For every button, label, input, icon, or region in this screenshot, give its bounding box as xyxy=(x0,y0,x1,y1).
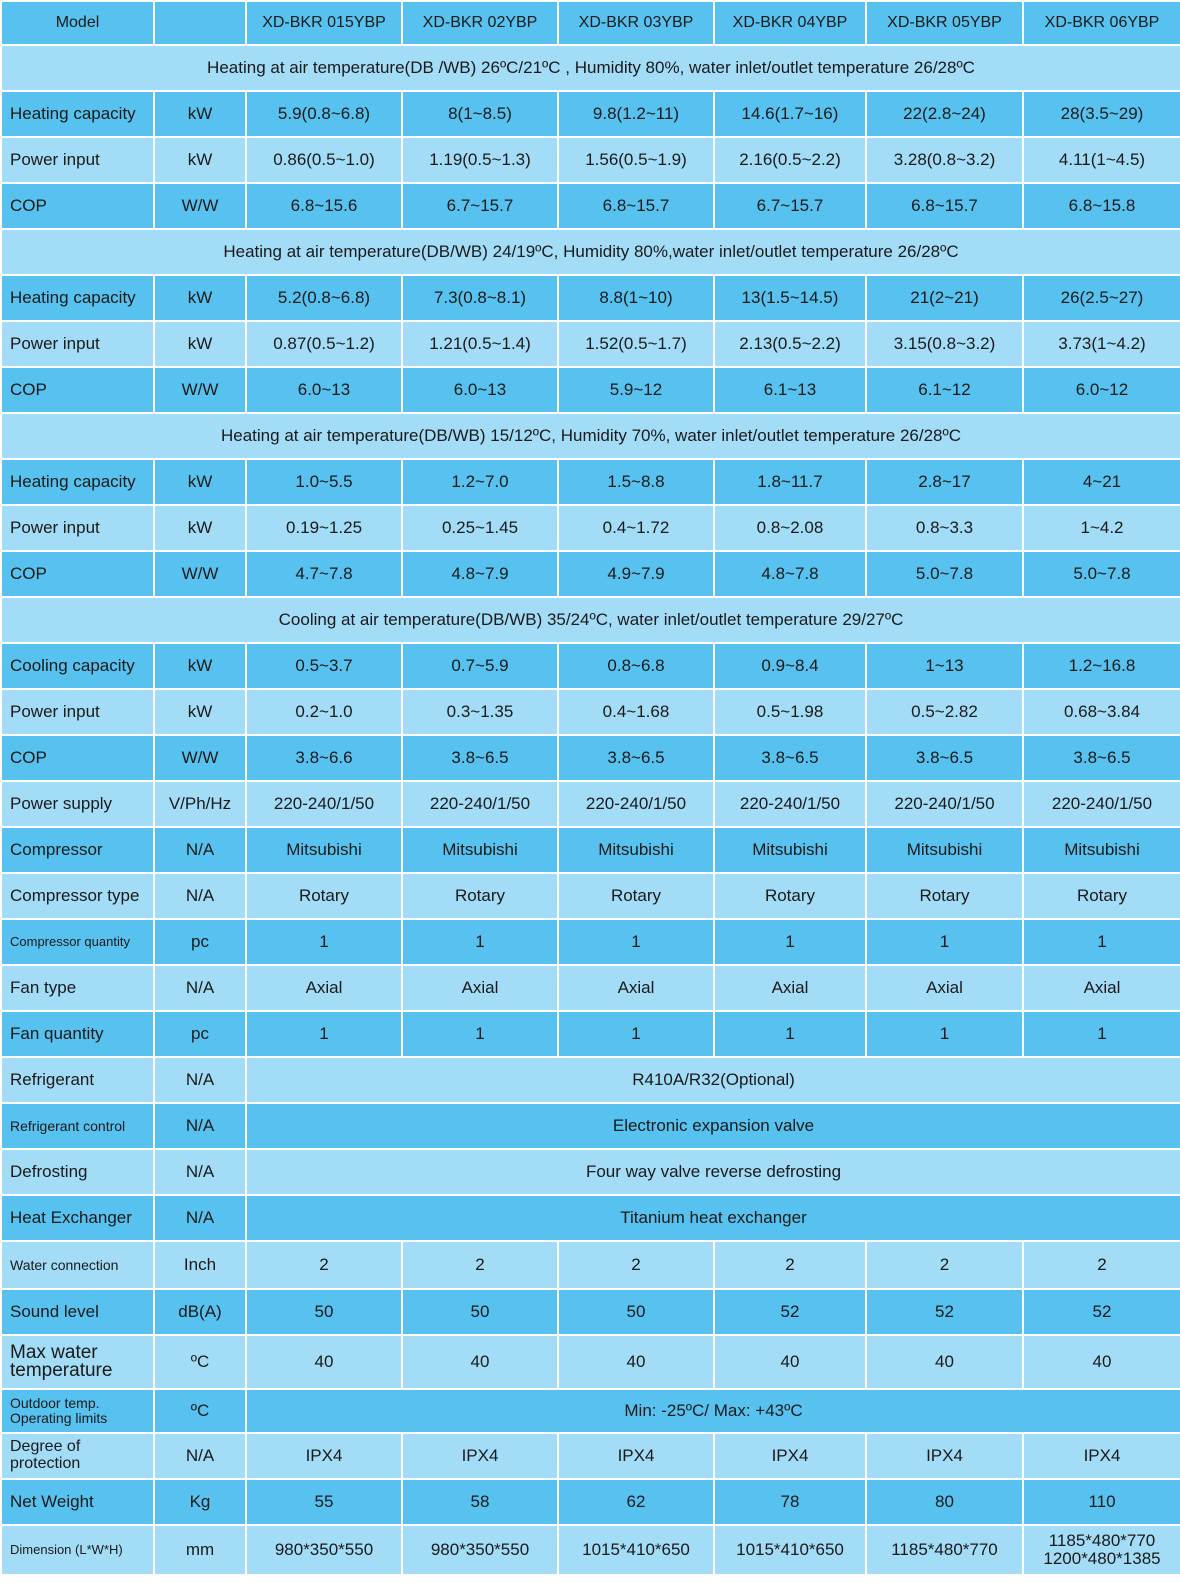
cell-value: 0.3~1.35 xyxy=(402,689,558,735)
row-unit: kW xyxy=(154,275,246,321)
row-label: Compressor type xyxy=(1,873,154,919)
row-unit: W/W xyxy=(154,551,246,597)
cell-value: 0.5~2.82 xyxy=(866,689,1023,735)
cell-value: 2 xyxy=(558,1241,714,1289)
cell-value: 6.1~12 xyxy=(866,367,1023,413)
row-unit: ºC xyxy=(154,1335,246,1389)
row-unit: N/A xyxy=(154,1103,246,1149)
row-unit: kW xyxy=(154,505,246,551)
section-title: Heating at air temperature(DB /WB) 26ºC/21ºC , Humidity 80%, water inlet/outlet temperature 26/28ºC xyxy=(1,45,1180,91)
cell-value: 220-240/1/50 xyxy=(558,781,714,827)
cell-value: 1 xyxy=(714,1011,866,1057)
cell-value: 0.4~1.72 xyxy=(558,505,714,551)
cell-value: 1.2~16.8 xyxy=(1023,643,1180,689)
label-line: Operating limits xyxy=(10,1410,108,1426)
cell-value: 26(2.5~27) xyxy=(1023,275,1180,321)
cell-value: 6.7~15.7 xyxy=(402,183,558,229)
row-unit: N/A xyxy=(154,873,246,919)
table-row xyxy=(1,367,1180,413)
cell-value: IPX4 xyxy=(1023,1433,1180,1479)
cell-value: 0.87(0.5~1.2) xyxy=(246,321,402,367)
cell-value: 220-240/1/50 xyxy=(1023,781,1180,827)
section-title: Heating at air temperature(DB/WB) 15/12ºC, Humidity 70%, water inlet/outlet temperature 26/28ºC xyxy=(1,413,1180,459)
cell-value: 3.8~6.5 xyxy=(714,735,866,781)
cell-value: Rotary xyxy=(558,873,714,919)
cell-value: 220-240/1/50 xyxy=(402,781,558,827)
cell-value: 4~21 xyxy=(1023,459,1180,505)
row-label: Heating capacity xyxy=(1,275,154,321)
label-line: Degree of xyxy=(10,1438,81,1456)
row-unit: kW xyxy=(154,689,246,735)
cell-value: 3.15(0.8~3.2) xyxy=(866,321,1023,367)
row-label: Power input xyxy=(1,505,154,551)
cell-value: 58 xyxy=(402,1479,558,1525)
row-unit: kW xyxy=(154,91,246,137)
merged-value: Four way valve reverse defrosting xyxy=(246,1149,1180,1195)
cell-value: 40 xyxy=(246,1335,402,1389)
row-unit: N/A xyxy=(154,1195,246,1241)
cell-value: 3.73(1~4.2) xyxy=(1023,321,1180,367)
row-label: Compressor quantity xyxy=(1,919,154,965)
cell-value: 22(2.8~24) xyxy=(866,91,1023,137)
row-unit: mm xyxy=(154,1525,246,1575)
table-row xyxy=(1,1195,1180,1241)
cell-value: 2 xyxy=(1023,1241,1180,1289)
cell-value: 0.2~1.0 xyxy=(246,689,402,735)
cell-value: 220-240/1/50 xyxy=(866,781,1023,827)
cell-value: IPX4 xyxy=(402,1433,558,1479)
row-label: Compressor xyxy=(1,827,154,873)
table-row xyxy=(1,1103,1180,1149)
cell-value: 5.9(0.8~6.8) xyxy=(246,91,402,137)
row-unit: V/Ph/Hz xyxy=(154,781,246,827)
model-name: XD-BKR 015YBP xyxy=(246,1,402,45)
cell-value: 1 xyxy=(714,919,866,965)
table-row xyxy=(1,735,1180,781)
cell-value: Mitsubishi xyxy=(246,827,402,873)
cell-value: 6.8~15.7 xyxy=(558,183,714,229)
cell-value: 1.5~8.8 xyxy=(558,459,714,505)
table-row xyxy=(1,1433,1180,1479)
cell-value: 80 xyxy=(866,1479,1023,1525)
cell-value: 5.2(0.8~6.8) xyxy=(246,275,402,321)
row-unit: kW xyxy=(154,137,246,183)
cell-value: Mitsubishi xyxy=(714,827,866,873)
cell-value: 78 xyxy=(714,1479,866,1525)
cell-value: Rotary xyxy=(1023,873,1180,919)
cell-value: 7.3(0.8~8.1) xyxy=(402,275,558,321)
table-row xyxy=(1,919,1180,965)
cell-value: 0.8~6.8 xyxy=(558,643,714,689)
cell-value: Axial xyxy=(714,965,866,1011)
row-label: COP xyxy=(1,183,154,229)
table-row xyxy=(1,321,1180,367)
cell-value: 1 xyxy=(558,1011,714,1057)
model-name: XD-BKR 05YBP xyxy=(866,1,1023,45)
cell-value: Axial xyxy=(558,965,714,1011)
table-row xyxy=(1,1335,1180,1389)
cell-value: 1185*480*770 xyxy=(866,1525,1023,1575)
cell-value: 8.8(1~10) xyxy=(558,275,714,321)
cell-value: 6.8~15.6 xyxy=(246,183,402,229)
cell-value: 40 xyxy=(402,1335,558,1389)
row-label: COP xyxy=(1,551,154,597)
row-unit: W/W xyxy=(154,367,246,413)
cell-value: 6.0~13 xyxy=(246,367,402,413)
merged-value: R410A/R32(Optional) xyxy=(246,1057,1180,1103)
row-label: Fan quantity xyxy=(1,1011,154,1057)
cell-value: 0.9~8.4 xyxy=(714,643,866,689)
cell-value: Mitsubishi xyxy=(866,827,1023,873)
cell-value: 0.5~1.98 xyxy=(714,689,866,735)
cell-value: IPX4 xyxy=(558,1433,714,1479)
cell-value: 6.0~13 xyxy=(402,367,558,413)
cell-value: 40 xyxy=(1023,1335,1180,1389)
dimension-line: 1185*480*770 xyxy=(1048,1531,1156,1551)
cell-value: 52 xyxy=(714,1289,866,1335)
table-row xyxy=(1,275,1180,321)
table-row xyxy=(1,1011,1180,1057)
cell-value: Rotary xyxy=(866,873,1023,919)
table-row xyxy=(1,1289,1180,1335)
cell-value: 5.0~7.8 xyxy=(866,551,1023,597)
cell-value: 40 xyxy=(866,1335,1023,1389)
table-row xyxy=(1,505,1180,551)
cell-value: Mitsubishi xyxy=(1023,827,1180,873)
cell-value: 0.25~1.45 xyxy=(402,505,558,551)
cell-value: 6.1~13 xyxy=(714,367,866,413)
cell-value: 1015*410*650 xyxy=(558,1525,714,1575)
cell-value: 1.8~11.7 xyxy=(714,459,866,505)
merged-value: Electronic expansion valve xyxy=(246,1103,1180,1149)
model-label: Model xyxy=(1,1,154,45)
section-header xyxy=(1,413,1180,459)
cell-value: 21(2~21) xyxy=(866,275,1023,321)
label-line: protection xyxy=(10,1455,81,1472)
row-label: Sound level xyxy=(1,1289,154,1335)
table-row xyxy=(1,459,1180,505)
cell-value: 2 xyxy=(402,1241,558,1289)
cell-value: 0.19~1.25 xyxy=(246,505,402,551)
table-row xyxy=(1,91,1180,137)
cell-value: 3.8~6.5 xyxy=(866,735,1023,781)
cell-value: 0.68~3.84 xyxy=(1023,689,1180,735)
unit-header xyxy=(154,1,246,45)
table-row xyxy=(1,1479,1180,1525)
cell-value: 1 xyxy=(1023,919,1180,965)
cell-value: 1.52(0.5~1.7) xyxy=(558,321,714,367)
row-label: Heat Exchanger xyxy=(1,1195,154,1241)
dimension-line: 1200*480*1385 xyxy=(1043,1549,1161,1568)
row-label: COP xyxy=(1,367,154,413)
row-unit: N/A xyxy=(154,965,246,1011)
cell-value: 1 xyxy=(402,1011,558,1057)
cell-value: 1 xyxy=(866,919,1023,965)
cell-value: Mitsubishi xyxy=(558,827,714,873)
cell-value: 1.21(0.5~1.4) xyxy=(402,321,558,367)
cell-value: 220-240/1/50 xyxy=(714,781,866,827)
cell-value: 50 xyxy=(558,1289,714,1335)
table-row xyxy=(1,1057,1180,1103)
cell-value: 6.8~15.7 xyxy=(866,183,1023,229)
cell-value: 50 xyxy=(246,1289,402,1335)
section-title: Heating at air temperature(DB/WB) 24/19ºC, Humidity 80%,water inlet/outlet temperature 26/28ºC xyxy=(1,229,1180,275)
cell-value: 1 xyxy=(246,919,402,965)
row-unit: Inch xyxy=(154,1241,246,1289)
row-unit: kW xyxy=(154,321,246,367)
section-title: Cooling at air temperature(DB/WB) 35/24ºC, water inlet/outlet temperature 29/27ºC xyxy=(1,597,1180,643)
cell-value: 8(1~8.5) xyxy=(402,91,558,137)
table-row xyxy=(1,781,1180,827)
cell-value: 5.0~7.8 xyxy=(1023,551,1180,597)
cell-value: 6.0~12 xyxy=(1023,367,1180,413)
row-label: Power input xyxy=(1,321,154,367)
cell-value: 3.8~6.5 xyxy=(1023,735,1180,781)
cell-value: 2.8~17 xyxy=(866,459,1023,505)
merged-value: Min: -25ºC/ Max: +43ºC xyxy=(246,1389,1180,1433)
row-label xyxy=(1,1389,154,1433)
row-unit: Kg xyxy=(154,1479,246,1525)
row-unit: N/A xyxy=(154,827,246,873)
table-row xyxy=(1,965,1180,1011)
cell-value: 1 xyxy=(866,1011,1023,1057)
row-label: Heating capacity xyxy=(1,459,154,505)
cell-value: 2.16(0.5~2.2) xyxy=(714,137,866,183)
cell-value: 52 xyxy=(866,1289,1023,1335)
label-line: Max water xyxy=(10,1341,98,1363)
row-unit: kW xyxy=(154,643,246,689)
cell-value: 0.7~5.9 xyxy=(402,643,558,689)
cell-value: 4.9~7.9 xyxy=(558,551,714,597)
label-line: Outdoor temp. xyxy=(10,1394,100,1411)
cell-value: 9.8(1.2~11) xyxy=(558,91,714,137)
row-unit: W/W xyxy=(154,183,246,229)
cell-value: 28(3.5~29) xyxy=(1023,91,1180,137)
cell-value: 40 xyxy=(714,1335,866,1389)
cell-value: Axial xyxy=(402,965,558,1011)
cell-value: 0.86(0.5~1.0) xyxy=(246,137,402,183)
cell-value: 1 xyxy=(1023,1011,1180,1057)
label-line: temperature xyxy=(10,1360,113,1381)
cell-value: 3.8~6.5 xyxy=(402,735,558,781)
cell-value: 0.8~3.3 xyxy=(866,505,1023,551)
cell-value: 1015*410*650 xyxy=(714,1525,866,1575)
cell-value: 6.7~15.7 xyxy=(714,183,866,229)
model-name: XD-BKR 03YBP xyxy=(558,1,714,45)
row-label: Refrigerant xyxy=(1,1057,154,1103)
row-label: Dimension (L*W*H) xyxy=(1,1525,154,1575)
table-row xyxy=(1,183,1180,229)
model-name: XD-BKR 04YBP xyxy=(714,1,866,45)
cell-value: IPX4 xyxy=(714,1433,866,1479)
cell-value: 1.19(0.5~1.3) xyxy=(402,137,558,183)
row-unit: pc xyxy=(154,919,246,965)
cell-value: 40 xyxy=(558,1335,714,1389)
row-unit: N/A xyxy=(154,1433,246,1479)
row-label xyxy=(1,1335,154,1389)
row-label: Cooling capacity xyxy=(1,643,154,689)
cell-value: 52 xyxy=(1023,1289,1180,1335)
cell-value: Mitsubishi xyxy=(402,827,558,873)
table-row xyxy=(1,1149,1180,1195)
cell-value: Axial xyxy=(866,965,1023,1011)
cell-value: 1.56(0.5~1.9) xyxy=(558,137,714,183)
table-row xyxy=(1,827,1180,873)
cell-value: 110 xyxy=(1023,1479,1180,1525)
table-row xyxy=(1,689,1180,735)
row-label: COP xyxy=(1,735,154,781)
cell-value: 3.8~6.6 xyxy=(246,735,402,781)
merged-value: Titanium heat exchanger xyxy=(246,1195,1180,1241)
cell-value: 1~4.2 xyxy=(1023,505,1180,551)
cell-value: 3.28(0.8~3.2) xyxy=(866,137,1023,183)
row-unit: dB(A) xyxy=(154,1289,246,1335)
section-header xyxy=(1,229,1180,275)
cell-value: 13(1.5~14.5) xyxy=(714,275,866,321)
cell-value: 1 xyxy=(402,919,558,965)
cell-value: 1 xyxy=(558,919,714,965)
row-label xyxy=(1,1433,154,1479)
cell-value: 2 xyxy=(714,1241,866,1289)
row-unit: kW xyxy=(154,459,246,505)
model-name: XD-BKR 02YBP xyxy=(402,1,558,45)
section-header xyxy=(1,45,1180,91)
cell-value: 0.4~1.68 xyxy=(558,689,714,735)
table-row xyxy=(1,1525,1180,1575)
table-row xyxy=(1,1241,1180,1289)
table-row xyxy=(1,137,1180,183)
cell-value: 2 xyxy=(246,1241,402,1289)
cell-value: 14.6(1.7~16) xyxy=(714,91,866,137)
row-label: Defrosting xyxy=(1,1149,154,1195)
row-unit: W/W xyxy=(154,735,246,781)
row-label: Refrigerant control xyxy=(1,1103,154,1149)
cell-value: 3.8~6.5 xyxy=(558,735,714,781)
model-name: XD-BKR 06YBP xyxy=(1023,1,1180,45)
row-label: Fan type xyxy=(1,965,154,1011)
row-label: Water connection xyxy=(1,1241,154,1289)
cell-value: 1~13 xyxy=(866,643,1023,689)
cell-value: 50 xyxy=(402,1289,558,1335)
cell-value: Rotary xyxy=(402,873,558,919)
cell-value: 0.5~3.7 xyxy=(246,643,402,689)
row-unit: ºC xyxy=(154,1389,246,1433)
cell-value: 4.11(1~4.5) xyxy=(1023,137,1180,183)
cell-value: 1.0~5.5 xyxy=(246,459,402,505)
cell-value: Rotary xyxy=(714,873,866,919)
row-unit: N/A xyxy=(154,1149,246,1195)
cell-value: 0.8~2.08 xyxy=(714,505,866,551)
row-label: Power input xyxy=(1,137,154,183)
cell-value: Axial xyxy=(246,965,402,1011)
table-row xyxy=(1,1389,1180,1433)
cell-value: 4.8~7.8 xyxy=(714,551,866,597)
cell-value: 980*350*550 xyxy=(246,1525,402,1575)
cell-value: 220-240/1/50 xyxy=(246,781,402,827)
row-label: Power supply xyxy=(1,781,154,827)
row-label: Net Weight xyxy=(1,1479,154,1525)
row-unit: N/A xyxy=(154,1057,246,1103)
cell-value: 55 xyxy=(246,1479,402,1525)
table-row xyxy=(1,873,1180,919)
cell-value: Rotary xyxy=(246,873,402,919)
cell-value: 5.9~12 xyxy=(558,367,714,413)
table-row xyxy=(1,643,1180,689)
row-label: Power input xyxy=(1,689,154,735)
cell-value: 62 xyxy=(558,1479,714,1525)
cell-value: IPX4 xyxy=(866,1433,1023,1479)
table-row xyxy=(1,551,1180,597)
row-label: Heating capacity xyxy=(1,91,154,137)
cell-value: 2 xyxy=(866,1241,1023,1289)
model-header-row xyxy=(1,1,1180,45)
section-header xyxy=(1,597,1180,643)
cell-value: 4.8~7.9 xyxy=(402,551,558,597)
row-unit: pc xyxy=(154,1011,246,1057)
cell-value: IPX4 xyxy=(246,1433,402,1479)
cell-value: 1 xyxy=(246,1011,402,1057)
cell-value: 4.7~7.8 xyxy=(246,551,402,597)
cell-value: Axial xyxy=(1023,965,1180,1011)
cell-value: 2.13(0.5~2.2) xyxy=(714,321,866,367)
cell-value: 1.2~7.0 xyxy=(402,459,558,505)
cell-value: 980*350*550 xyxy=(402,1525,558,1575)
cell-value: 6.8~15.8 xyxy=(1023,183,1180,229)
cell-value xyxy=(1023,1525,1180,1575)
